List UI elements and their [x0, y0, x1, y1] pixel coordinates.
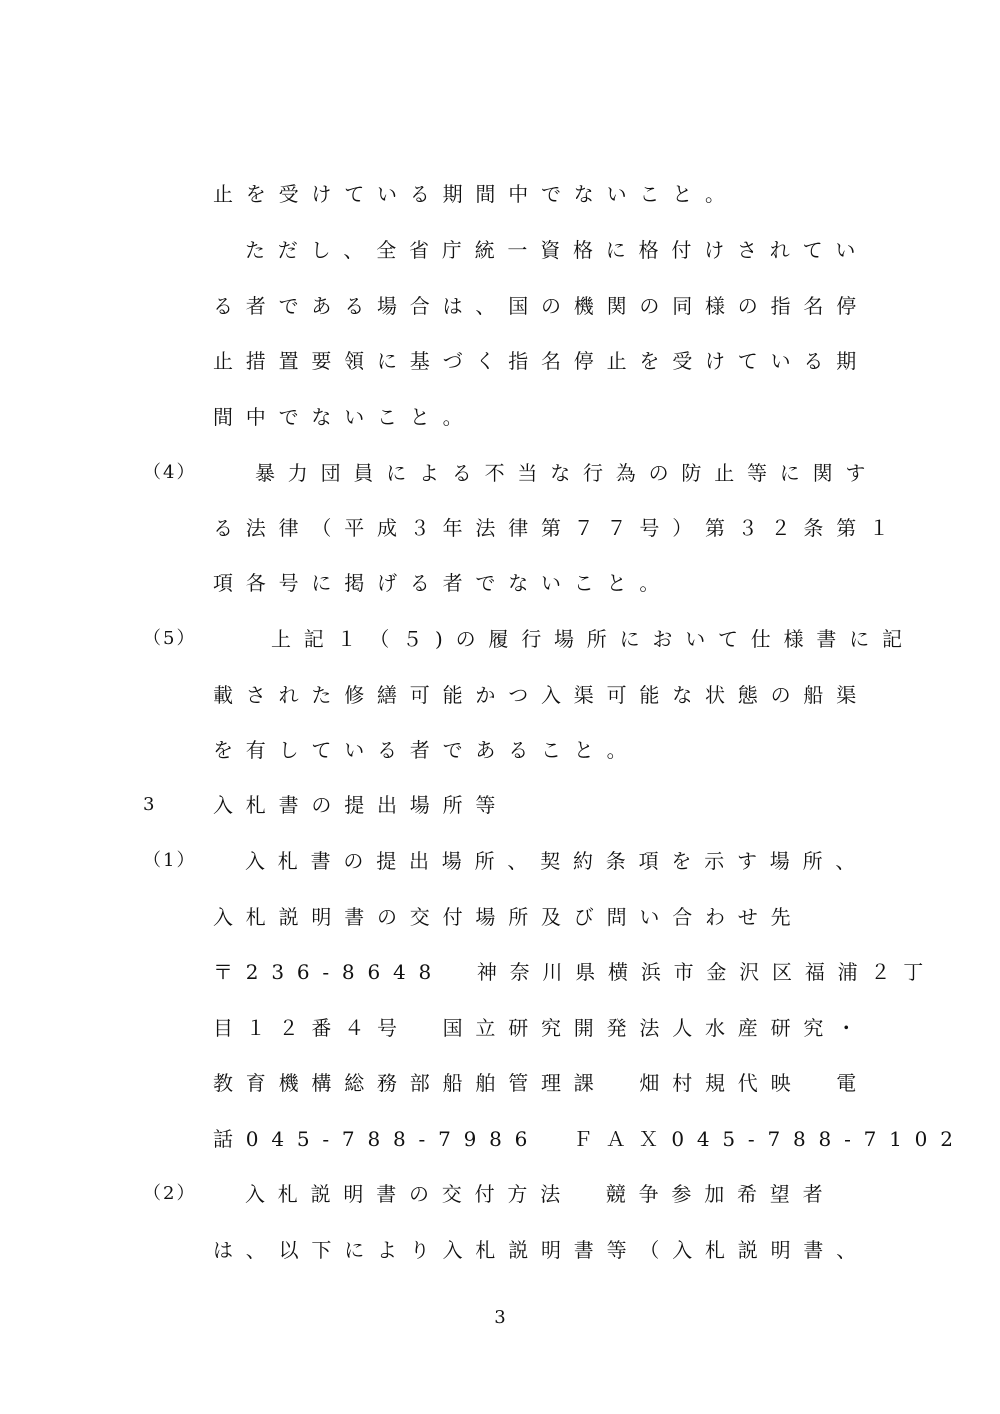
section-heading: 入札書の提出場所等 — [213, 793, 509, 817]
section-label-3: 3 — [143, 794, 157, 815]
phone-fax-line: 話045-788-7986 ＦＡＸ045-788-7102 — [213, 1127, 966, 1151]
body-line-7: る法律（平成３年法律第７７号）第３２条第１ — [213, 516, 902, 540]
address-line-2: 目１２番４号 国立研究開発法人水産研究・ — [213, 1016, 869, 1040]
item-label-5: （5） — [143, 628, 197, 649]
item-label-4: （4） — [143, 462, 197, 483]
body-line-14: 入札説明書の交付方法 競争参加希望者 — [245, 1182, 836, 1206]
body-line-1: 止を受けている期間中でないこと。 — [213, 182, 738, 206]
body-line-3: る者である場合は、国の機関の同様の指名停 — [213, 294, 869, 318]
page-number: 3 — [494, 1307, 506, 1328]
item-label-2: （2） — [143, 1183, 197, 1204]
body-line-10: 載された修繕可能かつ入渠可能な状態の船渠 — [213, 683, 869, 707]
body-line-11: を有している者であること。 — [213, 738, 640, 762]
body-line-13: 入札説明書の交付場所及び問い合わせ先 — [213, 905, 804, 929]
body-line-9: 上記１（５)の履行場所において仕様書に記 — [271, 627, 915, 651]
body-line-12: 入札書の提出場所、契約条項を示す場所、 — [245, 849, 869, 873]
body-line-2: ただし、全省庁統一資格に格付けされてい — [245, 238, 869, 262]
body-line-4: 止措置要領に基づく指名停止を受けている期 — [213, 349, 869, 373]
body-line-8: 項各号に掲げる者でないこと。 — [213, 571, 673, 595]
address-line-1: 〒236-8648 神奈川県横浜市金沢区福浦２丁 — [213, 960, 937, 984]
body-line-6: 暴力団員による不当な行為の防止等に関す — [255, 461, 879, 485]
body-line-5: 間中でないこと。 — [213, 405, 476, 429]
address-line-3: 教育機構総務部船舶管理課 畑村規代映 電 — [213, 1071, 869, 1095]
body-line-15: は、以下により入札説明書等（入札説明書、 — [213, 1238, 869, 1262]
item-label-1: （1） — [143, 850, 197, 871]
